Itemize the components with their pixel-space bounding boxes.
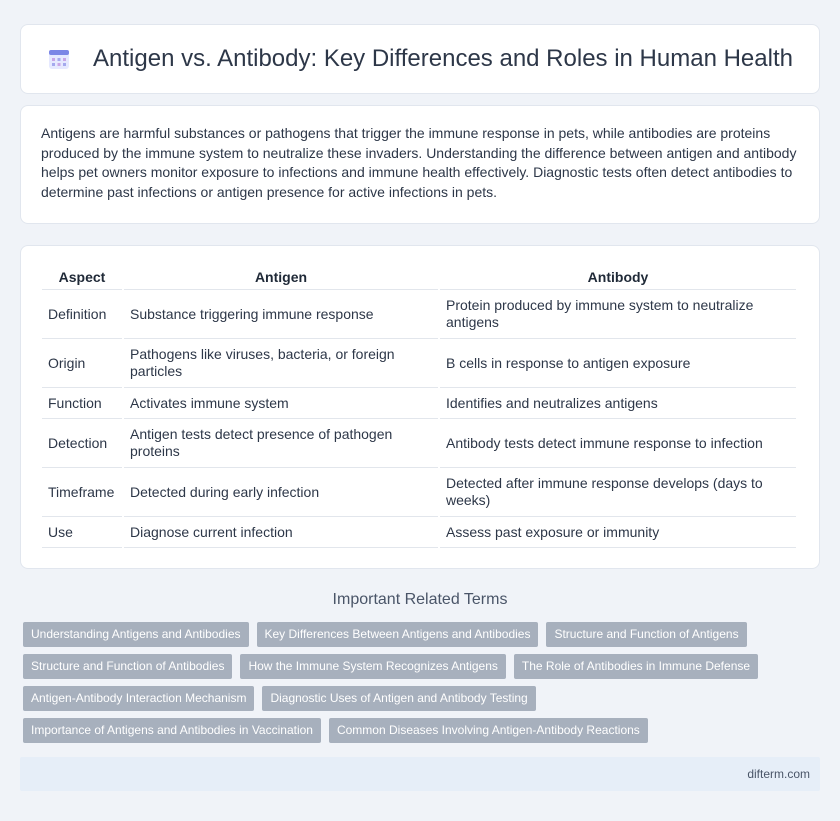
footer <box>20 757 820 791</box>
column-header-antibody: Antibody <box>440 264 796 290</box>
related-term-link[interactable]: The Role of Antibodies in Immune Defense <box>514 654 758 679</box>
table-cell: Substance triggering immune response <box>124 290 438 339</box>
table-row <box>42 517 796 548</box>
table-cell: Pathogens like viruses, bacteria, or foreign particles <box>124 339 438 388</box>
intro-paragraph: Antigens are harmful substances or pathogens that trigger the immune response in pets, while antibodies are proteins produced by the immune system to neutralize these invaders. Understanding the difference between antigen and antibody helps pet owners monitor exposure to infections and immune health effectively. Diagnostic tests often detect antibodies to determine past infections or antigen presence for active infections in pets. <box>41 125 797 200</box>
table-cell: Antigen tests detect presence of pathogen proteins <box>124 419 438 468</box>
comparison-table <box>40 264 798 548</box>
related-term-link[interactable]: Common Diseases Involving Antigen-Antibody Reactions <box>329 718 648 743</box>
page-title: Antigen vs. Antibody: Key Differences and Roles in Human Health <box>93 45 793 72</box>
table-cell: Identifies and neutralizes antigens <box>440 388 796 419</box>
related-term-link[interactable]: Antigen-Antibody Interaction Mechanism <box>23 686 254 711</box>
table-cell: Activates immune system <box>124 388 438 419</box>
title-card <box>20 24 820 94</box>
table-cell: Definition <box>42 290 122 339</box>
column-header-aspect: Aspect <box>42 264 122 290</box>
table-row <box>42 339 796 388</box>
table-cell: Origin <box>42 339 122 388</box>
intro-card <box>20 105 820 224</box>
table-row <box>42 290 796 339</box>
calendar-grid-icon <box>47 47 71 71</box>
table-cell: Detected during early infection <box>124 468 438 517</box>
table-row <box>42 468 796 517</box>
related-term-link[interactable]: Diagnostic Uses of Antigen and Antibody Testing <box>262 686 535 711</box>
comparison-table-card <box>20 245 820 569</box>
table-cell: Diagnose current infection <box>124 517 438 548</box>
table-header-row <box>42 264 796 290</box>
related-term-link[interactable]: How the Immune System Recognizes Antigens <box>240 654 505 679</box>
site-domain-link[interactable]: difterm.com <box>747 767 810 781</box>
table-cell: Detection <box>42 419 122 468</box>
related-term-link[interactable]: Structure and Function of Antigens <box>546 622 746 647</box>
related-terms-list <box>23 622 823 750</box>
table-cell: Use <box>42 517 122 548</box>
table-row <box>42 419 796 468</box>
related-term-link[interactable]: Importance of Antigens and Antibodies in Vaccination <box>23 718 321 743</box>
table-cell: Detected after immune response develops (days to weeks) <box>440 468 796 517</box>
related-term-link[interactable]: Understanding Antigens and Antibodies <box>23 622 249 647</box>
table-cell: Timeframe <box>42 468 122 517</box>
table-cell: B cells in response to antigen exposure <box>440 339 796 388</box>
table-cell: Function <box>42 388 122 419</box>
table-row <box>42 388 796 419</box>
related-term-link[interactable]: Key Differences Between Antigens and Antibodies <box>257 622 539 647</box>
column-header-antigen: Antigen <box>124 264 438 290</box>
related-terms-heading: Important Related Terms <box>332 591 508 608</box>
table-cell: Antibody tests detect immune response to infection <box>440 419 796 468</box>
related-term-link[interactable]: Structure and Function of Antibodies <box>23 654 232 679</box>
table-cell: Protein produced by immune system to neutralize antigens <box>440 290 796 339</box>
table-cell: Assess past exposure or immunity <box>440 517 796 548</box>
